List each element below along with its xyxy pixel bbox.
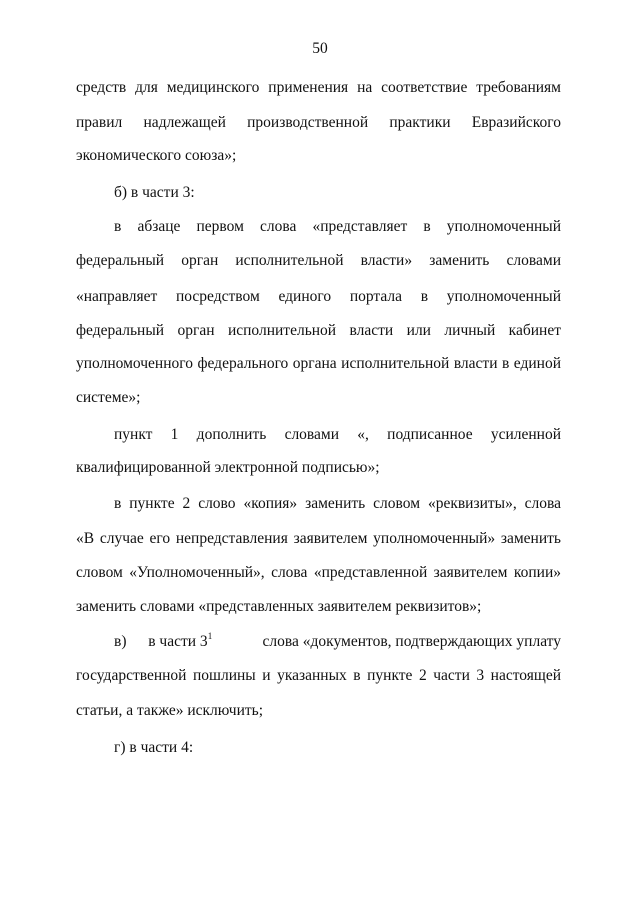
item-prefix: в) (114, 633, 127, 650)
text-line: федеральный орган исполнительной власти» заменить словами (76, 252, 561, 269)
text-line: словом «Уполномоченный», слова «представленной заявителем копии» (76, 564, 561, 581)
text-line: в абзаце первом слова «представляет в уполномоченный (114, 218, 561, 235)
text-fragment: слова «документов, подтверждающих уплату (262, 633, 561, 650)
text-line: квалифицированной электронной подписью»; (76, 459, 380, 476)
text-line: «направляет посредством единого портала в уполномоченный (76, 288, 561, 305)
text-line: государственной пошлины и указанных в пункте 2 части 3 настоящей (76, 667, 561, 684)
superscript: 1 (207, 631, 213, 641)
text-line-with-superscript (114, 632, 561, 652)
text-line: правил надлежащей производственной практики Евразийского (76, 114, 561, 131)
text-line: г) в части 4: (114, 739, 194, 756)
text-line: заменить словами «представленных заявителем реквизитов»; (76, 598, 482, 615)
text-fragment: в части 3 (148, 633, 208, 650)
text-line: б) в части 3: (114, 184, 195, 201)
text-line: федеральный орган исполнительной власти или личный кабинет (76, 322, 561, 339)
text-line: пункт 1 дополнить словами «, подписанное усиленной (114, 426, 561, 443)
text-line: в пункте 2 слово «копия» заменить словом «реквизиты», слова (114, 495, 561, 512)
page-number: 50 (312, 40, 328, 57)
text-line: средств для медицинского применения на соответствие требованиям (76, 79, 561, 96)
text-line: системе»; (76, 389, 141, 406)
text-line: статьи, а также» исключить; (76, 702, 264, 719)
text-line: экономического союза»; (76, 147, 237, 164)
text-line: уполномоченного федерального органа исполнительной власти в единой (76, 355, 561, 372)
text-line: «В случае его непредставления заявителем уполномоченный» заменить (76, 530, 561, 547)
